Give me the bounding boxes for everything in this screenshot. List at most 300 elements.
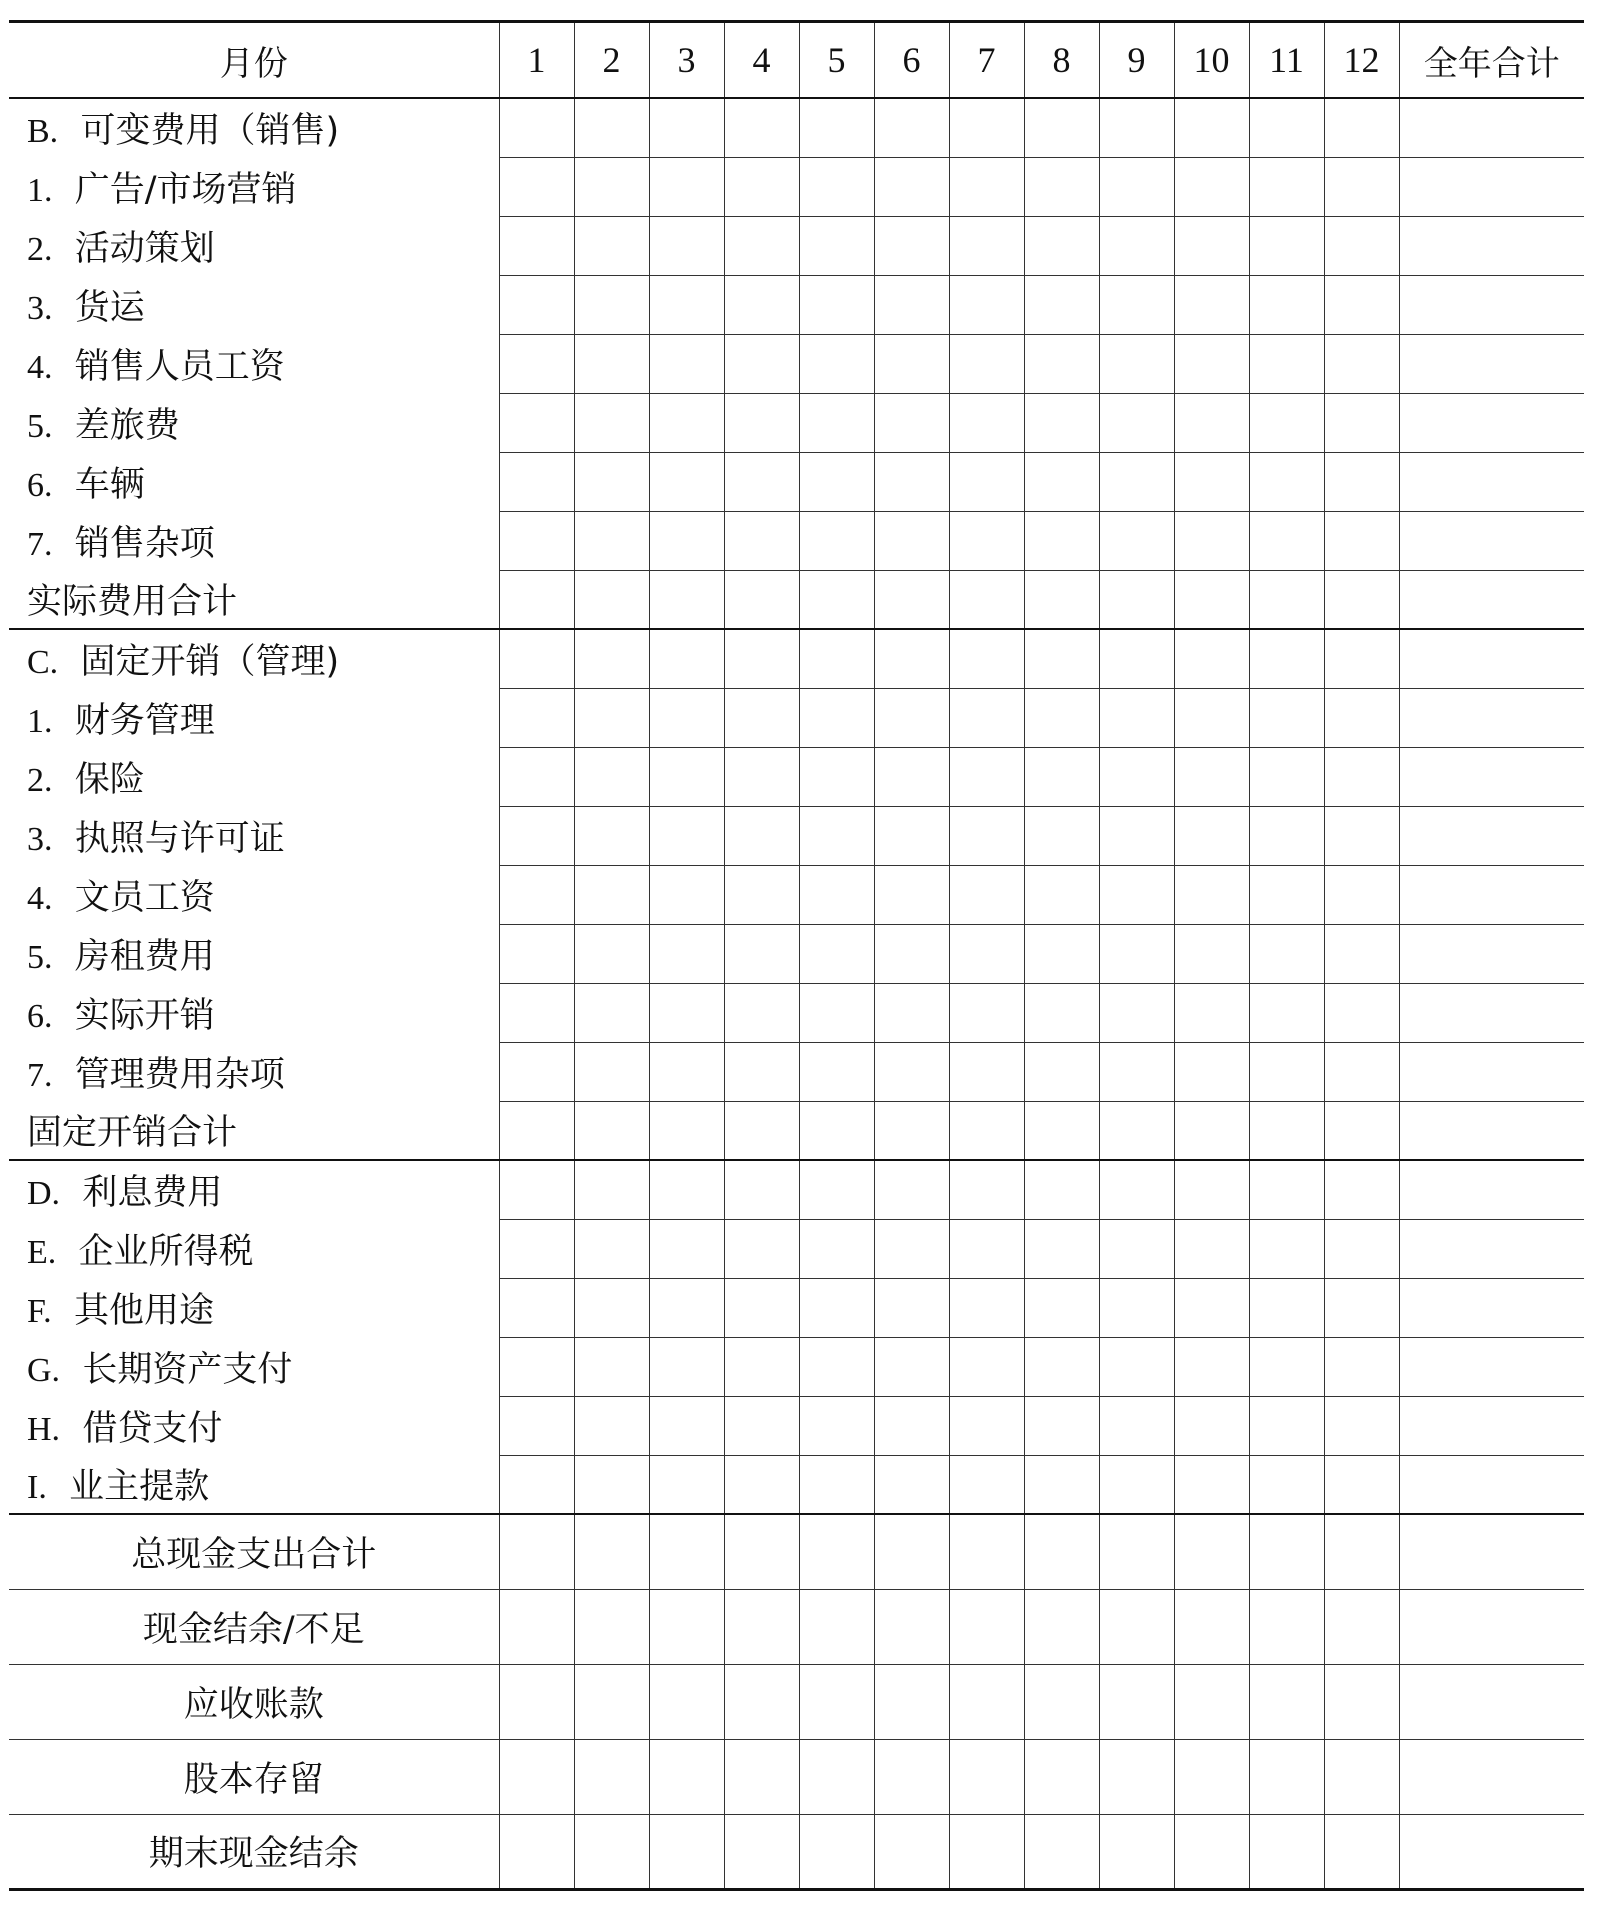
month-cell[interactable] [499, 806, 574, 865]
month-cell[interactable] [1174, 1664, 1249, 1739]
month-cell[interactable] [1174, 865, 1249, 924]
month-cell[interactable] [499, 1514, 574, 1589]
month-cell[interactable] [1324, 275, 1399, 334]
month-cell[interactable] [1024, 1278, 1099, 1337]
month-cell[interactable] [1174, 1042, 1249, 1101]
month-cell[interactable] [1249, 570, 1324, 629]
month-cell[interactable] [1024, 1219, 1099, 1278]
month-cell[interactable] [1324, 629, 1399, 688]
month-cell[interactable] [1324, 1455, 1399, 1514]
month-cell[interactable] [724, 334, 799, 393]
month-cell[interactable] [949, 1514, 1024, 1589]
annual-total-cell[interactable] [1399, 452, 1584, 511]
annual-total-cell[interactable] [1399, 334, 1584, 393]
month-cell[interactable] [724, 1455, 799, 1514]
month-cell[interactable] [799, 1739, 874, 1814]
month-cell[interactable] [724, 98, 799, 157]
month-cell[interactable] [1249, 1514, 1324, 1589]
month-cell[interactable] [1324, 747, 1399, 806]
month-cell[interactable] [574, 806, 649, 865]
month-cell[interactable] [1024, 98, 1099, 157]
month-cell[interactable] [574, 629, 649, 688]
month-cell[interactable] [1099, 1337, 1174, 1396]
month-cell[interactable] [799, 275, 874, 334]
annual-total-cell[interactable] [1399, 1396, 1584, 1455]
month-cell[interactable] [1024, 747, 1099, 806]
month-cell[interactable] [1174, 1814, 1249, 1889]
annual-total-cell[interactable] [1399, 1664, 1584, 1739]
month-cell[interactable] [799, 1101, 874, 1160]
annual-total-cell[interactable] [1399, 1278, 1584, 1337]
month-cell[interactable] [1324, 1160, 1399, 1219]
month-cell[interactable] [1324, 98, 1399, 157]
month-cell[interactable] [1024, 629, 1099, 688]
month-cell[interactable] [1324, 1337, 1399, 1396]
month-cell[interactable] [799, 924, 874, 983]
month-cell[interactable] [1099, 1396, 1174, 1455]
month-cell[interactable] [574, 216, 649, 275]
month-cell[interactable] [574, 570, 649, 629]
month-cell[interactable] [799, 1160, 874, 1219]
month-cell[interactable] [1324, 452, 1399, 511]
month-cell[interactable] [574, 1739, 649, 1814]
month-cell[interactable] [1249, 1814, 1324, 1889]
month-cell[interactable] [1324, 1101, 1399, 1160]
month-cell[interactable] [1324, 1396, 1399, 1455]
month-cell[interactable] [1324, 334, 1399, 393]
month-cell[interactable] [574, 157, 649, 216]
month-cell[interactable] [649, 1101, 724, 1160]
month-cell[interactable] [874, 1160, 949, 1219]
month-cell[interactable] [1099, 1219, 1174, 1278]
month-cell[interactable] [949, 629, 1024, 688]
month-cell[interactable] [649, 334, 724, 393]
month-cell[interactable] [1024, 806, 1099, 865]
month-cell[interactable] [1174, 511, 1249, 570]
month-cell[interactable] [1249, 865, 1324, 924]
month-cell[interactable] [1249, 334, 1324, 393]
month-cell[interactable] [949, 1042, 1024, 1101]
month-cell[interactable] [949, 1219, 1024, 1278]
month-cell[interactable] [1024, 1514, 1099, 1589]
month-cell[interactable] [1174, 1278, 1249, 1337]
month-cell[interactable] [1249, 1664, 1324, 1739]
month-cell[interactable] [949, 511, 1024, 570]
month-cell[interactable] [1324, 865, 1399, 924]
month-cell[interactable] [1324, 1739, 1399, 1814]
month-cell[interactable] [574, 1814, 649, 1889]
month-cell[interactable] [799, 747, 874, 806]
month-cell[interactable] [1249, 1278, 1324, 1337]
month-cell[interactable] [649, 1739, 724, 1814]
month-cell[interactable] [799, 1219, 874, 1278]
month-cell[interactable] [499, 1739, 574, 1814]
month-cell[interactable] [724, 1664, 799, 1739]
month-cell[interactable] [1249, 1739, 1324, 1814]
month-cell[interactable] [499, 1219, 574, 1278]
month-cell[interactable] [649, 216, 724, 275]
month-cell[interactable] [1024, 1160, 1099, 1219]
month-cell[interactable] [1324, 1589, 1399, 1664]
month-cell[interactable] [949, 1396, 1024, 1455]
month-cell[interactable] [1024, 983, 1099, 1042]
month-cell[interactable] [949, 1278, 1024, 1337]
month-cell[interactable] [1099, 1455, 1174, 1514]
month-cell[interactable] [499, 1101, 574, 1160]
month-cell[interactable] [874, 1455, 949, 1514]
month-cell[interactable] [499, 98, 574, 157]
month-cell[interactable] [724, 216, 799, 275]
month-cell[interactable] [499, 1278, 574, 1337]
month-cell[interactable] [724, 570, 799, 629]
month-cell[interactable] [649, 452, 724, 511]
month-cell[interactable] [1249, 1160, 1324, 1219]
month-cell[interactable] [874, 747, 949, 806]
month-cell[interactable] [1024, 865, 1099, 924]
month-cell[interactable] [1324, 511, 1399, 570]
month-cell[interactable] [874, 1396, 949, 1455]
month-cell[interactable] [949, 865, 1024, 924]
month-cell[interactable] [1324, 1278, 1399, 1337]
month-cell[interactable] [649, 1514, 724, 1589]
month-cell[interactable] [874, 334, 949, 393]
month-cell[interactable] [724, 747, 799, 806]
month-cell[interactable] [499, 511, 574, 570]
month-cell[interactable] [499, 334, 574, 393]
month-cell[interactable] [1249, 275, 1324, 334]
month-cell[interactable] [499, 688, 574, 747]
month-cell[interactable] [1174, 1101, 1249, 1160]
month-cell[interactable] [1099, 1664, 1174, 1739]
month-cell[interactable] [724, 1589, 799, 1664]
month-cell[interactable] [1324, 570, 1399, 629]
month-cell[interactable] [874, 98, 949, 157]
month-cell[interactable] [574, 1337, 649, 1396]
month-cell[interactable] [1174, 1160, 1249, 1219]
month-cell[interactable] [574, 1101, 649, 1160]
month-cell[interactable] [1249, 1455, 1324, 1514]
month-cell[interactable] [724, 1278, 799, 1337]
month-cell[interactable] [1099, 806, 1174, 865]
month-cell[interactable] [1174, 1455, 1249, 1514]
month-cell[interactable] [1099, 334, 1174, 393]
annual-total-cell[interactable] [1399, 747, 1584, 806]
month-cell[interactable] [1324, 1664, 1399, 1739]
month-cell[interactable] [874, 865, 949, 924]
month-cell[interactable] [1174, 747, 1249, 806]
month-cell[interactable] [649, 1160, 724, 1219]
month-cell[interactable] [874, 1278, 949, 1337]
month-cell[interactable] [499, 865, 574, 924]
month-cell[interactable] [1174, 570, 1249, 629]
month-cell[interactable] [949, 334, 1024, 393]
month-cell[interactable] [1174, 98, 1249, 157]
month-cell[interactable] [1249, 216, 1324, 275]
month-cell[interactable] [574, 1396, 649, 1455]
month-cell[interactable] [799, 98, 874, 157]
month-cell[interactable] [1099, 157, 1174, 216]
month-cell[interactable] [799, 1337, 874, 1396]
month-cell[interactable] [1099, 1042, 1174, 1101]
month-cell[interactable] [799, 1589, 874, 1664]
month-cell[interactable] [1249, 983, 1324, 1042]
month-cell[interactable] [874, 1589, 949, 1664]
month-cell[interactable] [1024, 1337, 1099, 1396]
month-cell[interactable] [799, 334, 874, 393]
month-cell[interactable] [724, 806, 799, 865]
month-cell[interactable] [574, 1042, 649, 1101]
month-cell[interactable] [949, 1739, 1024, 1814]
month-cell[interactable] [799, 806, 874, 865]
month-cell[interactable] [1174, 1514, 1249, 1589]
month-cell[interactable] [649, 1814, 724, 1889]
month-cell[interactable] [874, 511, 949, 570]
month-cell[interactable] [724, 1160, 799, 1219]
month-cell[interactable] [649, 865, 724, 924]
month-cell[interactable] [1024, 1042, 1099, 1101]
month-cell[interactable] [949, 216, 1024, 275]
month-cell[interactable] [574, 688, 649, 747]
month-cell[interactable] [1099, 275, 1174, 334]
month-cell[interactable] [649, 275, 724, 334]
month-cell[interactable] [949, 157, 1024, 216]
month-cell[interactable] [1174, 1337, 1249, 1396]
month-cell[interactable] [1099, 1589, 1174, 1664]
month-cell[interactable] [874, 806, 949, 865]
month-cell[interactable] [949, 1101, 1024, 1160]
month-cell[interactable] [649, 924, 724, 983]
annual-total-cell[interactable] [1399, 1814, 1584, 1889]
month-cell[interactable] [574, 452, 649, 511]
month-cell[interactable] [724, 1396, 799, 1455]
month-cell[interactable] [799, 216, 874, 275]
month-cell[interactable] [1249, 452, 1324, 511]
month-cell[interactable] [499, 216, 574, 275]
month-cell[interactable] [499, 1160, 574, 1219]
month-cell[interactable] [799, 629, 874, 688]
month-cell[interactable] [1099, 452, 1174, 511]
month-cell[interactable] [649, 1219, 724, 1278]
month-cell[interactable] [949, 983, 1024, 1042]
month-cell[interactable] [1249, 688, 1324, 747]
annual-total-cell[interactable] [1399, 275, 1584, 334]
month-cell[interactable] [1099, 865, 1174, 924]
annual-total-cell[interactable] [1399, 1219, 1584, 1278]
month-cell[interactable] [1324, 1042, 1399, 1101]
month-cell[interactable] [649, 1455, 724, 1514]
month-cell[interactable] [574, 747, 649, 806]
month-cell[interactable] [574, 1664, 649, 1739]
month-cell[interactable] [649, 806, 724, 865]
month-cell[interactable] [724, 157, 799, 216]
month-cell[interactable] [499, 157, 574, 216]
month-cell[interactable] [874, 275, 949, 334]
annual-total-cell[interactable] [1399, 806, 1584, 865]
annual-total-cell[interactable] [1399, 216, 1584, 275]
month-cell[interactable] [724, 452, 799, 511]
month-cell[interactable] [1174, 1396, 1249, 1455]
month-cell[interactable] [724, 865, 799, 924]
month-cell[interactable] [499, 747, 574, 806]
month-cell[interactable] [799, 1514, 874, 1589]
month-cell[interactable] [724, 688, 799, 747]
month-cell[interactable] [949, 747, 1024, 806]
annual-total-cell[interactable] [1399, 688, 1584, 747]
month-cell[interactable] [499, 924, 574, 983]
month-cell[interactable] [949, 275, 1024, 334]
month-cell[interactable] [799, 1042, 874, 1101]
month-cell[interactable] [1324, 157, 1399, 216]
month-cell[interactable] [799, 452, 874, 511]
month-cell[interactable] [874, 983, 949, 1042]
annual-total-cell[interactable] [1399, 98, 1584, 157]
month-cell[interactable] [799, 865, 874, 924]
month-cell[interactable] [1099, 688, 1174, 747]
month-cell[interactable] [1324, 983, 1399, 1042]
month-cell[interactable] [874, 1514, 949, 1589]
month-cell[interactable] [649, 511, 724, 570]
month-cell[interactable] [949, 570, 1024, 629]
month-cell[interactable] [1249, 747, 1324, 806]
month-cell[interactable] [1174, 393, 1249, 452]
month-cell[interactable] [1099, 1278, 1174, 1337]
month-cell[interactable] [1249, 1101, 1324, 1160]
month-cell[interactable] [499, 1814, 574, 1889]
month-cell[interactable] [874, 452, 949, 511]
month-cell[interactable] [1324, 1514, 1399, 1589]
month-cell[interactable] [874, 1739, 949, 1814]
month-cell[interactable] [574, 334, 649, 393]
month-cell[interactable] [799, 1278, 874, 1337]
month-cell[interactable] [649, 1396, 724, 1455]
month-cell[interactable] [574, 1219, 649, 1278]
month-cell[interactable] [724, 275, 799, 334]
month-cell[interactable] [1024, 511, 1099, 570]
annual-total-cell[interactable] [1399, 983, 1584, 1042]
annual-total-cell[interactable] [1399, 865, 1584, 924]
month-cell[interactable] [949, 806, 1024, 865]
month-cell[interactable] [1174, 157, 1249, 216]
month-cell[interactable] [799, 511, 874, 570]
month-cell[interactable] [1024, 1101, 1099, 1160]
month-cell[interactable] [799, 393, 874, 452]
month-cell[interactable] [649, 1589, 724, 1664]
month-cell[interactable] [949, 98, 1024, 157]
month-cell[interactable] [1174, 806, 1249, 865]
month-cell[interactable] [1024, 452, 1099, 511]
month-cell[interactable] [1099, 1739, 1174, 1814]
month-cell[interactable] [1174, 629, 1249, 688]
month-cell[interactable] [1024, 393, 1099, 452]
annual-total-cell[interactable] [1399, 1101, 1584, 1160]
month-cell[interactable] [1024, 1814, 1099, 1889]
month-cell[interactable] [649, 747, 724, 806]
month-cell[interactable] [724, 924, 799, 983]
month-cell[interactable] [1174, 452, 1249, 511]
month-cell[interactable] [724, 1101, 799, 1160]
month-cell[interactable] [1099, 393, 1174, 452]
month-cell[interactable] [1099, 983, 1174, 1042]
month-cell[interactable] [499, 1455, 574, 1514]
month-cell[interactable] [1324, 1219, 1399, 1278]
month-cell[interactable] [1174, 924, 1249, 983]
month-cell[interactable] [499, 1664, 574, 1739]
month-cell[interactable] [949, 1589, 1024, 1664]
month-cell[interactable] [949, 452, 1024, 511]
month-cell[interactable] [724, 1337, 799, 1396]
month-cell[interactable] [949, 1664, 1024, 1739]
month-cell[interactable] [1099, 570, 1174, 629]
month-cell[interactable] [499, 393, 574, 452]
month-cell[interactable] [649, 157, 724, 216]
month-cell[interactable] [724, 1739, 799, 1814]
annual-total-cell[interactable] [1399, 1514, 1584, 1589]
month-cell[interactable] [1024, 157, 1099, 216]
month-cell[interactable] [499, 452, 574, 511]
month-cell[interactable] [499, 1337, 574, 1396]
month-cell[interactable] [874, 1042, 949, 1101]
month-cell[interactable] [649, 1337, 724, 1396]
month-cell[interactable] [1099, 747, 1174, 806]
month-cell[interactable] [1324, 1814, 1399, 1889]
month-cell[interactable] [1249, 1589, 1324, 1664]
month-cell[interactable] [1024, 924, 1099, 983]
month-cell[interactable] [1249, 1337, 1324, 1396]
month-cell[interactable] [1174, 1219, 1249, 1278]
month-cell[interactable] [499, 1042, 574, 1101]
month-cell[interactable] [1249, 98, 1324, 157]
month-cell[interactable] [874, 157, 949, 216]
month-cell[interactable] [574, 1514, 649, 1589]
month-cell[interactable] [574, 1455, 649, 1514]
month-cell[interactable] [1024, 1589, 1099, 1664]
month-cell[interactable] [1324, 216, 1399, 275]
month-cell[interactable] [949, 393, 1024, 452]
month-cell[interactable] [1024, 1664, 1099, 1739]
month-cell[interactable] [1099, 1814, 1174, 1889]
month-cell[interactable] [799, 1664, 874, 1739]
month-cell[interactable] [1249, 806, 1324, 865]
month-cell[interactable] [724, 393, 799, 452]
month-cell[interactable] [1174, 983, 1249, 1042]
month-cell[interactable] [499, 1589, 574, 1664]
month-cell[interactable] [574, 275, 649, 334]
month-cell[interactable] [724, 983, 799, 1042]
month-cell[interactable] [649, 393, 724, 452]
month-cell[interactable] [724, 629, 799, 688]
month-cell[interactable] [649, 1042, 724, 1101]
annual-total-cell[interactable] [1399, 1337, 1584, 1396]
month-cell[interactable] [649, 1664, 724, 1739]
month-cell[interactable] [1099, 629, 1174, 688]
month-cell[interactable] [1249, 157, 1324, 216]
month-cell[interactable] [949, 924, 1024, 983]
month-cell[interactable] [1024, 688, 1099, 747]
annual-total-cell[interactable] [1399, 629, 1584, 688]
annual-total-cell[interactable] [1399, 1042, 1584, 1101]
annual-total-cell[interactable] [1399, 570, 1584, 629]
month-cell[interactable] [1024, 570, 1099, 629]
month-cell[interactable] [649, 1278, 724, 1337]
month-cell[interactable] [874, 1664, 949, 1739]
month-cell[interactable] [724, 1814, 799, 1889]
month-cell[interactable] [574, 1589, 649, 1664]
month-cell[interactable] [1024, 1739, 1099, 1814]
month-cell[interactable] [1249, 629, 1324, 688]
month-cell[interactable] [1324, 806, 1399, 865]
month-cell[interactable] [1024, 334, 1099, 393]
month-cell[interactable] [724, 511, 799, 570]
